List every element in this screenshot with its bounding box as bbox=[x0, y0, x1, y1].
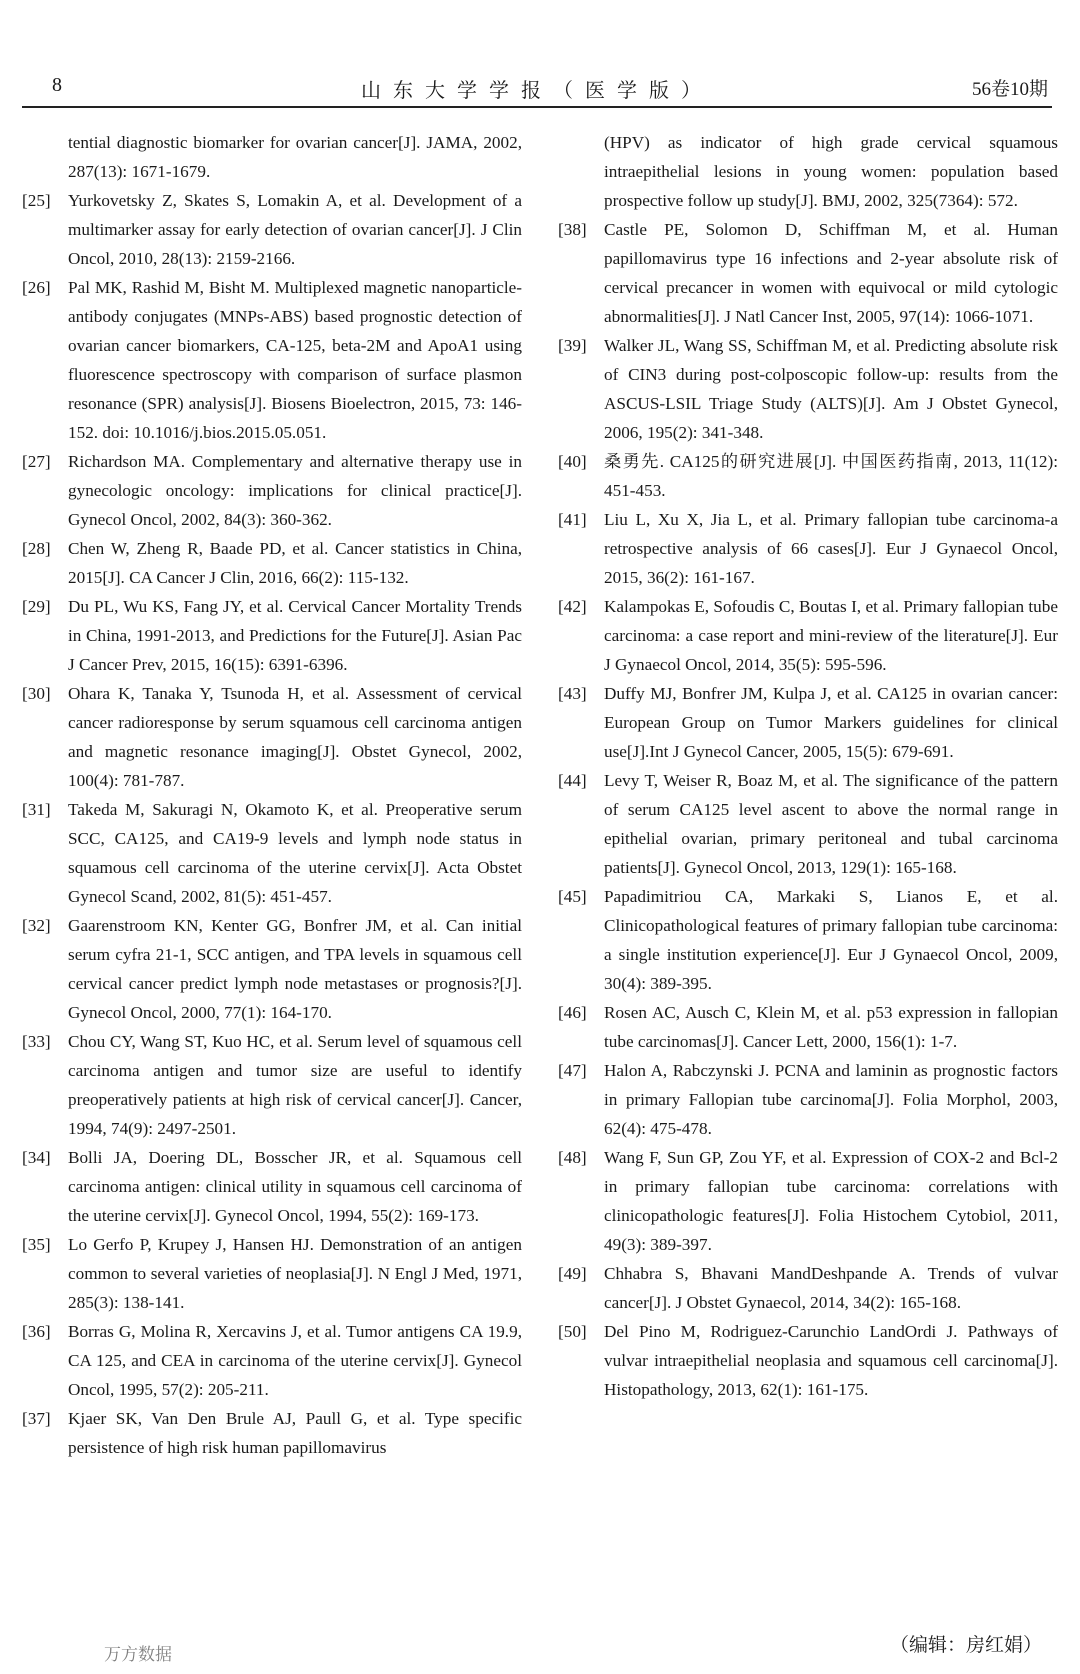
reference-number: [41] bbox=[558, 510, 587, 529]
page-number: 8 bbox=[52, 74, 62, 96]
reference-item bbox=[558, 447, 1058, 505]
reference-item bbox=[22, 592, 522, 679]
reference-text: Lo Gerfo P, Krupey J, Hansen HJ. Demonstration of an antigen common to several varieties of neoplasia[J]. N Engl J Med, 1971, 285(3): 138-141. bbox=[68, 1235, 522, 1312]
reference-text: Du PL, Wu KS, Fang JY, et al. Cervical Cancer Mortality Trends in China, 1991-2013, and Predictions for the Future[J]. Asian Pac J Cancer Prev, 2015, 16(15): 6391-6396. bbox=[68, 597, 522, 674]
reference-number: [26] bbox=[22, 278, 51, 297]
reference-text: Levy T, Weiser R, Boaz M, et al. The significance of the pattern of serum CA125 level ascent to above the normal range in epithelial ovarian, primary peritoneal and tubal carcinoma patients[J]. Gynecol Oncol, 2013, 129(1): 165-168. bbox=[604, 771, 1058, 877]
reference-text: Ohara K, Tanaka Y, Tsunoda H, et al. Assessment of cervical cancer radioresponse by serum squamous cell carcinoma antigen and magnetic resonance imaging[J]. Obstet Gynecol, 2002, 100(4): 781-787. bbox=[68, 684, 522, 790]
reference-item bbox=[22, 795, 522, 911]
reference-text: Takeda M, Sakuragi N, Okamoto K, et al. Preoperative serum SCC, CA125, and CA19-9 levels and lymph node status in squamous cell carcinoma of the uterine cervix[J]. Acta Obstet Gynecol Scand, 2002, 81(5): 451-457. bbox=[68, 800, 522, 906]
watermark: 万方数据 bbox=[104, 1645, 172, 1665]
editor-note: （编辑：房红娟） bbox=[889, 1635, 1042, 1656]
reference-number: [44] bbox=[558, 771, 587, 790]
reference-number: [33] bbox=[22, 1032, 51, 1051]
reference-item bbox=[558, 1143, 1058, 1259]
reference-text: Rosen AC, Ausch C, Klein M, et al. p53 expression in fallopian tube carcinomas[J]. Cancer Lett, 2000, 156(1): 1-7. bbox=[604, 1003, 1058, 1051]
reference-number: [46] bbox=[558, 1003, 587, 1022]
reference-item bbox=[558, 505, 1058, 592]
reference-continuation bbox=[22, 128, 522, 186]
reference-number: [25] bbox=[22, 191, 51, 210]
reference-text: Papadimitriou CA, Markaki S, Lianos E, et al. Clinicopathological features of primary fallopian tube carcinoma: a single institution experience[J]. Eur J Gynaecol Oncol, 2009, 30(4): 389-395. bbox=[604, 887, 1058, 993]
reference-item bbox=[22, 1317, 522, 1404]
reference-number: [38] bbox=[558, 220, 587, 239]
reference-item bbox=[558, 1259, 1058, 1317]
reference-item bbox=[558, 1317, 1058, 1404]
reference-text: Richardson MA. Complementary and alternative therapy use in gynecologic oncology: implications for clinical practice[J]. Gynecol Oncol, 2002, 84(3): 360-362. bbox=[68, 452, 522, 529]
reference-number: [29] bbox=[22, 597, 51, 616]
reference-text: Pal MK, Rashid M, Bisht M. Multiplexed magnetic nanoparticle-antibody conjugates (MNPs-ABS) based prognostic detection of ovarian cancer biomarkers, CA-125, beta-2M and ApoA1 using fluorescence spectroscopy with comparison of surface plasmon resonance (SPR) analysis[J]. Biosens Bioelectron, 2015, 73: 146-152. doi: 10.1016/j.bios.2015.05.051. bbox=[68, 278, 522, 442]
reference-number: [35] bbox=[22, 1235, 51, 1254]
reference-number: [45] bbox=[558, 887, 587, 906]
reference-number: [27] bbox=[22, 452, 51, 471]
journal-title: 山东大学学报（医学版） bbox=[361, 80, 713, 102]
reference-item bbox=[22, 679, 522, 795]
issue-label: 56卷10期 bbox=[971, 79, 1048, 100]
reference-text: (HPV) as indicator of high grade cervical squamous intraepithelial lesions in young women: population based prospective follow up study[J]. BMJ, 2002, 325(7364): 572. bbox=[604, 133, 1058, 210]
reference-number: [32] bbox=[22, 916, 51, 935]
reference-number: [28] bbox=[22, 539, 51, 558]
left-column bbox=[22, 128, 522, 1462]
reference-text: Yurkovetsky Z, Skates S, Lomakin A, et al. Development of a multimarker assay for early detection of ovarian cancer[J]. J Clin Oncol, 2010, 28(13): 2159-2166. bbox=[68, 191, 522, 268]
reference-number: [40] bbox=[558, 452, 587, 471]
reference-item bbox=[558, 215, 1058, 331]
reference-number: [39] bbox=[558, 336, 587, 355]
reference-list-right bbox=[558, 215, 1058, 1404]
reference-text: Halon A, Rabczynski J. PCNA and laminin as prognostic factors in primary Fallopian tube carcinoma[J]. Folia Morphol, 2003, 62(4): 475-478. bbox=[604, 1061, 1058, 1138]
reference-number: [36] bbox=[22, 1322, 51, 1341]
right-column bbox=[558, 128, 1058, 1404]
page-header bbox=[22, 66, 1052, 108]
reference-item bbox=[558, 882, 1058, 998]
reference-text: Borras G, Molina R, Xercavins J, et al. Tumor antigens CA 19.9, CA 125, and CEA in carcinoma of the uterine cervix[J]. Gynecol Oncol, 1995, 57(2): 205-211. bbox=[68, 1322, 522, 1399]
reference-item bbox=[22, 1404, 522, 1462]
reference-number: [43] bbox=[558, 684, 587, 703]
reference-text: Del Pino M, Rodriguez-Carunchio LandOrdi J. Pathways of vulvar intraepithelial neoplasia and squamous cell carcinoma[J]. Histopathology, 2013, 62(1): 161-175. bbox=[604, 1322, 1058, 1399]
reference-item bbox=[22, 1230, 522, 1317]
reference-text: Bolli JA, Doering DL, Bosscher JR, et al. Squamous cell carcinoma antigen: clinical utility in squamous cell carcinoma of the uterine cervix[J]. Gynecol Oncol, 1994, 55(2): 169-173. bbox=[68, 1148, 522, 1225]
reference-item bbox=[22, 911, 522, 1027]
reference-number: [42] bbox=[558, 597, 587, 616]
reference-number: [31] bbox=[22, 800, 51, 819]
reference-number: [47] bbox=[558, 1061, 587, 1080]
reference-continuation bbox=[558, 128, 1058, 215]
reference-number: [37] bbox=[22, 1409, 51, 1428]
reference-item bbox=[558, 679, 1058, 766]
reference-text: tential diagnostic biomarker for ovarian cancer[J]. JAMA, 2002, 287(13): 1671-1679. bbox=[68, 133, 522, 181]
reference-text: Gaarenstroom KN, Kenter GG, Bonfrer JM, et al. Can initial serum cyfra 21-1, SCC antigen, and TPA levels in squamous cell cervical cancer predict lymph node metastases or prognosis?[J]. Gynecol Oncol, 2000, 77(1): 164-170. bbox=[68, 916, 522, 1022]
reference-text: 桑勇先. CA125的研究进展[J]. 中国医药指南, 2013, 11(12): 451-453. bbox=[604, 452, 1058, 500]
reference-item bbox=[558, 766, 1058, 882]
reference-text: Walker JL, Wang SS, Schiffman M, et al. Predicting absolute risk of CIN3 during post-colposcopic follow-up: results from the ASCUS-LSIL Triage Study (ALTS)[J]. Am J Obstet Gynecol, 2006, 195(2): 341-348. bbox=[604, 336, 1058, 442]
reference-item bbox=[558, 1056, 1058, 1143]
reference-item bbox=[22, 447, 522, 534]
reference-item bbox=[22, 534, 522, 592]
reference-text: Wang F, Sun GP, Zou YF, et al. Expression of COX-2 and Bcl-2 in primary fallopian tube carcinoma: correlations with clinicopathologic features[J]. Folia Histochem Cytobiol, 2011, 49(3): 389-397. bbox=[604, 1148, 1058, 1254]
reference-number: [48] bbox=[558, 1148, 587, 1167]
reference-number: [34] bbox=[22, 1148, 51, 1167]
reference-number: [49] bbox=[558, 1264, 587, 1283]
reference-text: Duffy MJ, Bonfrer JM, Kulpa J, et al. CA125 in ovarian cancer: European Group on Tumor Markers guidelines for clinical use[J].Int J Gynecol Cancer, 2005, 15(5): 679-691. bbox=[604, 684, 1058, 761]
reference-text: Chou CY, Wang ST, Kuo HC, et al. Serum level of squamous cell carcinoma antigen and tumor size are useful to identify preoperatively patients at high risk of cervical cancer[J]. Cancer, 1994, 74(9): 2497-2501. bbox=[68, 1032, 522, 1138]
reference-list-left bbox=[22, 186, 522, 1462]
reference-item bbox=[22, 1027, 522, 1143]
reference-number: [50] bbox=[558, 1322, 587, 1341]
reference-item bbox=[558, 998, 1058, 1056]
reference-text: Chen W, Zheng R, Baade PD, et al. Cancer statistics in China, 2015[J]. CA Cancer J Clin, 2016, 66(2): 115-132. bbox=[68, 539, 522, 587]
reference-text: Liu L, Xu X, Jia L, et al. Primary fallopian tube carcinoma-a retrospective analysis of 66 cases[J]. Eur J Gynaecol Oncol, 2015, 36(2): 161-167. bbox=[604, 510, 1058, 587]
reference-item bbox=[22, 1143, 522, 1230]
reference-text: Kalampokas E, Sofoudis C, Boutas I, et al. Primary fallopian tube carcinoma: a case report and mini-review of the literature[J]. Eur J Gynaecol Oncol, 2014, 35(5): 595-596. bbox=[604, 597, 1058, 674]
reference-text: Chhabra S, Bhavani MandDeshpande A. Trends of vulvar cancer[J]. J Obstet Gynaecol, 2014, 34(2): 165-168. bbox=[604, 1264, 1058, 1312]
reference-item bbox=[22, 186, 522, 273]
reference-text: Castle PE, Solomon D, Schiffman M, et al. Human papillomavirus type 16 infections and 2-year absolute risk of cervical precancer in women with equivocal or mild cytologic abnormalities[J]. J Natl Cancer Inst, 2005, 97(14): 1066-1071. bbox=[604, 220, 1058, 326]
reference-item bbox=[22, 273, 522, 447]
reference-item bbox=[558, 592, 1058, 679]
reference-text: Kjaer SK, Van Den Brule AJ, Paull G, et al. Type specific persistence of high risk human papillomavirus bbox=[68, 1409, 522, 1457]
reference-item bbox=[558, 331, 1058, 447]
reference-number: [30] bbox=[22, 684, 51, 703]
